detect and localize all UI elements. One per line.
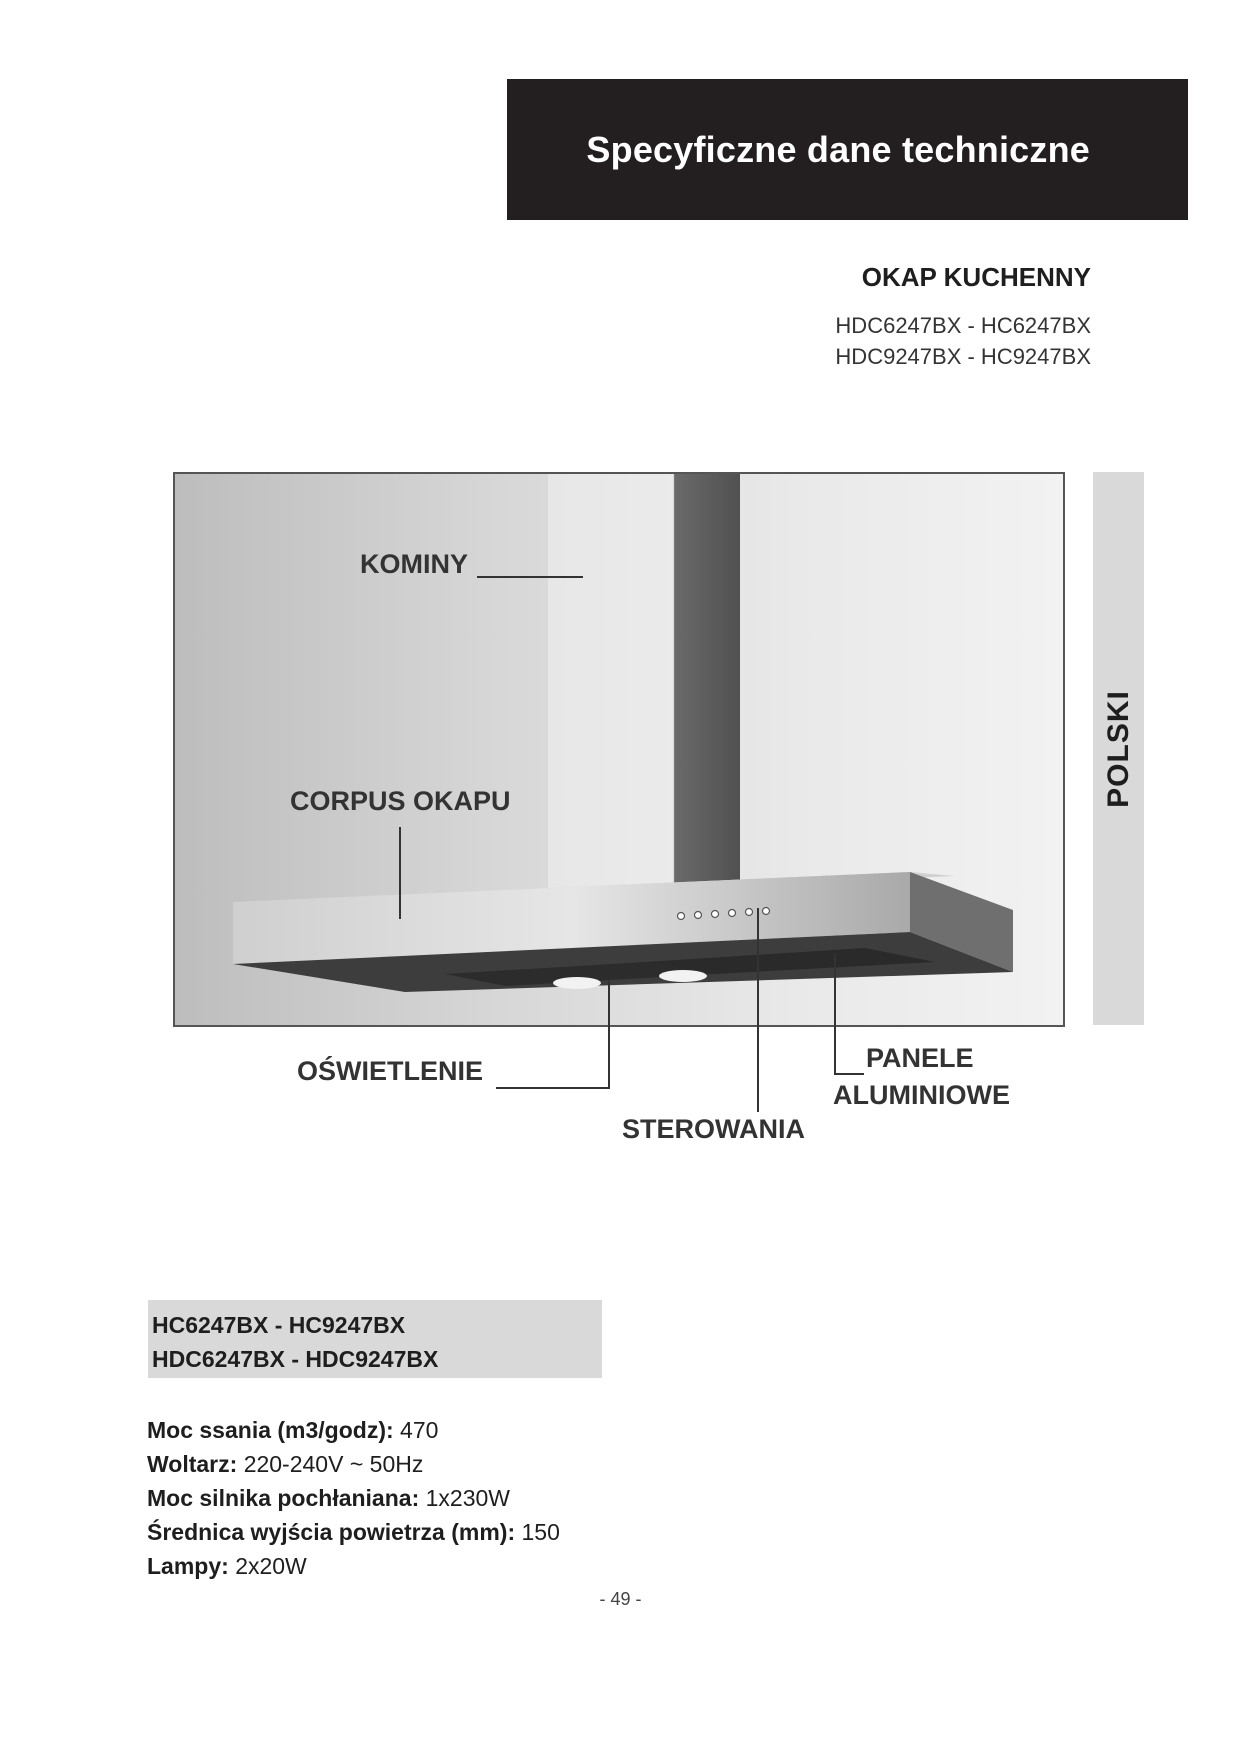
spec-label: Moc ssania (m3/godz): bbox=[147, 1417, 394, 1443]
model-line-2: HDC9247BX - HC9247BX bbox=[835, 344, 1091, 369]
spec-label: Średnica wyjścia powietrza (mm): bbox=[147, 1519, 516, 1545]
range-hood-photo bbox=[173, 472, 1065, 1027]
leader-line-chimneys bbox=[477, 576, 583, 578]
spec-list bbox=[147, 1413, 560, 1583]
spec-row bbox=[147, 1413, 560, 1447]
leader-line-body bbox=[399, 827, 401, 919]
spec-models-header bbox=[148, 1300, 602, 1378]
page-number: - 49 - bbox=[599, 1589, 642, 1609]
spec-models-line-2: HDC6247BX - HDC9247BX bbox=[152, 1346, 439, 1372]
product-name: OKAP KUCHENNY bbox=[861, 262, 1091, 292]
spec-label: Woltarz: bbox=[147, 1451, 238, 1477]
label-lighting: OŚWIETLENIE bbox=[297, 1056, 484, 1086]
spec-value: 220-240V ~ 50Hz bbox=[243, 1451, 424, 1477]
label-panels-line1: PANELE bbox=[866, 1043, 974, 1073]
leader-line-panels bbox=[834, 954, 836, 1074]
label-panels-line2: ALUMINIOWE bbox=[833, 1080, 1010, 1110]
language-tab bbox=[1093, 472, 1144, 1025]
spec-models-line-1: HC6247BX - HC9247BX bbox=[152, 1312, 406, 1338]
label-controls: STEROWANIA bbox=[622, 1114, 806, 1144]
spec-label: Lampy: bbox=[147, 1553, 229, 1579]
spec-row bbox=[147, 1447, 560, 1481]
spec-value: 2x20W bbox=[235, 1553, 307, 1579]
spec-value: 150 bbox=[521, 1519, 560, 1545]
label-body: CORPUS OKAPU bbox=[290, 786, 511, 816]
language-label: POLSKI bbox=[1101, 689, 1135, 808]
spec-row bbox=[147, 1549, 560, 1583]
page-title: Specyficzne dane techniczne bbox=[586, 128, 1090, 170]
leader-line-panels-horizontal bbox=[834, 1073, 864, 1075]
spec-row bbox=[147, 1481, 560, 1515]
leader-line-lighting-vertical bbox=[608, 980, 610, 1088]
spec-value: 470 bbox=[400, 1417, 439, 1443]
header-bar bbox=[507, 79, 1188, 220]
leader-line-lighting bbox=[496, 1087, 610, 1089]
spec-row bbox=[147, 1515, 560, 1549]
model-line-1: HDC6247BX - HC6247BX bbox=[835, 313, 1091, 338]
lamp-shape bbox=[553, 977, 601, 989]
spec-label: Moc silnika pochłaniana: bbox=[147, 1485, 420, 1511]
lamp-shape bbox=[659, 970, 707, 982]
range-hood-illustration bbox=[175, 474, 1063, 1025]
label-chimneys: KOMINY bbox=[360, 549, 468, 579]
leader-line-controls bbox=[757, 908, 759, 1112]
spec-value: 1x230W bbox=[425, 1485, 510, 1511]
